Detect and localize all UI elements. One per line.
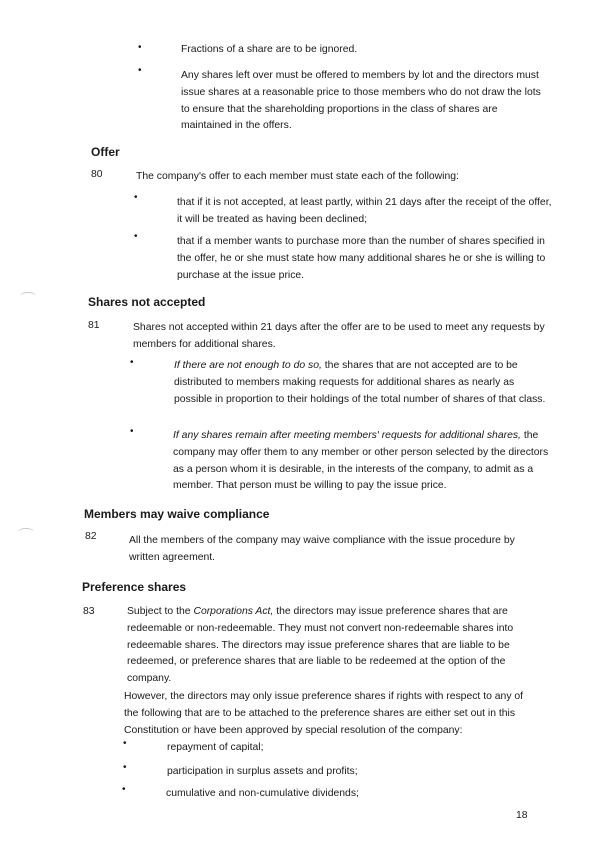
bullet-symbol: •	[134, 231, 138, 242]
bullet-symbol: •	[130, 357, 134, 368]
section-heading: Members may waive compliance	[84, 507, 270, 521]
clause-text-part: the directors may issue preference shares that are redeemable or non-redeemable. They must not convert non-redeemable shares into redeemable shares. The directors may issue preference shares that are liable to be redeemed, or preference shares that are liable to be redeemed at the option of the company.	[127, 606, 514, 685]
bullet-symbol: •	[122, 784, 126, 795]
clause-number: 80	[91, 169, 103, 180]
bullet-text: Fractions of a share are to be ignored.	[181, 44, 358, 55]
clause-text: All the members of the company may waive compliance with the issue procedure by written agreement.	[129, 535, 515, 563]
bullet-text	[173, 428, 551, 495]
bullet-symbol: •	[123, 738, 127, 749]
bullet-symbol: •	[134, 192, 138, 203]
bullet-text: Any shares left over must be offered to members by lot and the directors must issue shares at a reasonable price to those members who do not draw the lots to ensure that the shareholding proportions in the class of shares are maintained in the offers.	[181, 70, 541, 132]
section-heading: Preference shares	[82, 580, 187, 594]
clause-text-part: Subject to the	[127, 606, 194, 617]
clause-number: 83	[83, 606, 95, 617]
bullet-symbol: •	[130, 426, 134, 437]
bullet-text: participation in surplus assets and profits;	[167, 766, 358, 777]
clause-number: 81	[88, 320, 100, 331]
clause-text	[127, 604, 529, 688]
bullet-text: cumulative and non-cumulative dividends;	[166, 788, 359, 799]
bullet-text	[174, 358, 549, 408]
bullet-symbol: •	[138, 42, 142, 53]
clause-text: The company's offer to each member must state each of the following:	[136, 171, 459, 182]
scan-mark	[20, 292, 36, 300]
bullet-text: that if a member wants to purchase more than the number of shares specified in the offer, he or she must state how many additional shares he or she is willing to purchase at the issue price.	[177, 236, 546, 281]
bullet-italic-lead: If there are not enough to do so,	[174, 360, 322, 371]
bullet-text: repayment of capital;	[167, 742, 264, 753]
page-number: 18	[516, 810, 528, 821]
act-name: Corporations Act,	[193, 606, 274, 617]
bullet-body: the shares that are not accepted are to be distributed to members making requests for additional shares as nearly as possible in proportion to their holdings of the total number of shares of that class.	[174, 360, 546, 405]
section-heading: Shares not accepted	[88, 295, 206, 309]
bullet-text: that if it is not accepted, at least partly, within 21 days after the receipt of the offer, it will be treated as having been declined;	[177, 197, 552, 225]
clause-text: However, the directors may only issue preference shares if rights with respect to any of the following that are to be attached to the preference shares are either set out in this Constitution or have been approved by special resolution of the company:	[124, 691, 524, 736]
bullet-symbol: •	[123, 762, 127, 773]
bullet-body: the company may offer them to any member or other person selected by the directors as a person whom it is desirable, in the interests of the company, to admit as a member. That person must be willing to pay the issue price.	[173, 430, 549, 492]
scan-mark	[18, 528, 34, 536]
clause-text: Shares not accepted within 21 days after the offer are to be used to meet any requests by members for additional shares.	[133, 322, 545, 350]
bullet-italic-lead: If any shares remain after meeting members' requests for additional shares,	[173, 430, 521, 441]
section-heading: Offer	[91, 145, 120, 159]
clause-number: 82	[85, 531, 97, 542]
bullet-symbol: •	[138, 65, 142, 76]
